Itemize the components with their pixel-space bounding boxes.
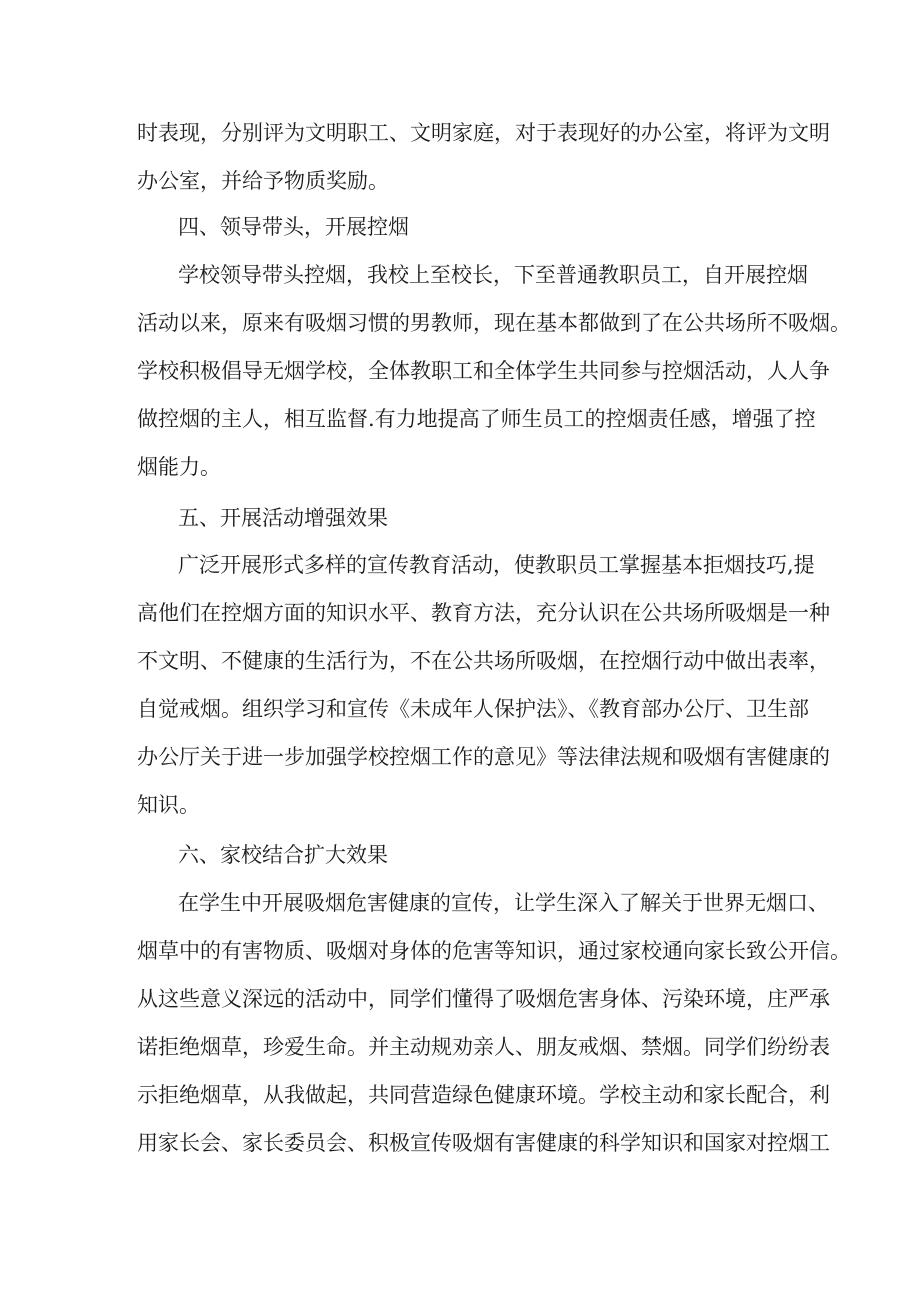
- paragraph-line: 在学生中开展吸烟危害健康的宣传，让学生深入了解关于世界无烟口、: [178, 891, 829, 915]
- paragraph-line: 用家长会、家长委员会、积极宣传吸烟有害健康的科学知识和国家对控烟工: [137, 1131, 830, 1155]
- paragraph-line: 做控烟的主人，相互监督.有力地提高了师生员工的控烟责任感，增强了控: [137, 407, 816, 431]
- paragraph-line: 诺拒绝烟草，珍爱生命。并主动规劝亲人、朋友戒烟、禁烟。同学们纷纷表: [137, 1035, 830, 1059]
- paragraph-line: 办公室，并给予物质奖励。: [137, 169, 389, 193]
- paragraph-line: 活动以来，原来有吸烟习惯的男教师，现在基本都做到了在公共场所不吸烟。: [137, 311, 851, 335]
- paragraph-line: 从这些意义深远的活动中，同学们懂得了吸烟危害身体、污染环境，庄严承: [137, 987, 830, 1011]
- paragraph-line: 烟草中的有害物质、吸烟对身体的危害等知识，通过家校通向家长致公开信。: [137, 939, 851, 963]
- section-heading-6: 六、家校结合扩大效果: [178, 843, 388, 867]
- paragraph-line: 自觉戒烟。组织学习和宣传《未成年人保护法》、《教育部办公厅、卫生部: [137, 697, 809, 721]
- paragraph-line: 学校领导带头控烟，我校上至校长，下至普通教职员工，自开展控烟: [178, 263, 808, 287]
- paragraph-line: 示拒绝烟草，从我做起，共同营造绿色健康环境。学校主动和家长配合，利: [137, 1083, 830, 1107]
- paragraph-line: 办公厅关于进一步加强学校控烟工作的意见》等法律法规和吸烟有害健康的: [137, 745, 830, 769]
- section-heading-5: 五、开展活动增强效果: [178, 506, 388, 530]
- paragraph-line: 学校积极倡导无烟学校，全体教职工和全体学生共同参与控烟活动，人人争: [137, 359, 830, 383]
- paragraph-line: 高他们在控烟方面的知识水平、教育方法，充分认识在公共场所吸烟是一种: [137, 601, 830, 625]
- paragraph-line: 广泛开展形式多样的宣传教育活动，使教职员工掌握基本拒烟技巧,提: [178, 553, 815, 577]
- paragraph-line: 时表现，分别评为文明职工、文明家庭，对于表现好的办公室，将评为文明: [137, 121, 830, 145]
- paragraph-line: 知识。: [137, 793, 200, 817]
- paragraph-line: 烟能力。: [137, 455, 221, 479]
- paragraph-line: 不文明、不健康的生活行为，不在公共场所吸烟，在控烟行动中做出表率，: [137, 649, 830, 673]
- section-heading-4: 四、领导带头，开展控烟: [178, 215, 409, 239]
